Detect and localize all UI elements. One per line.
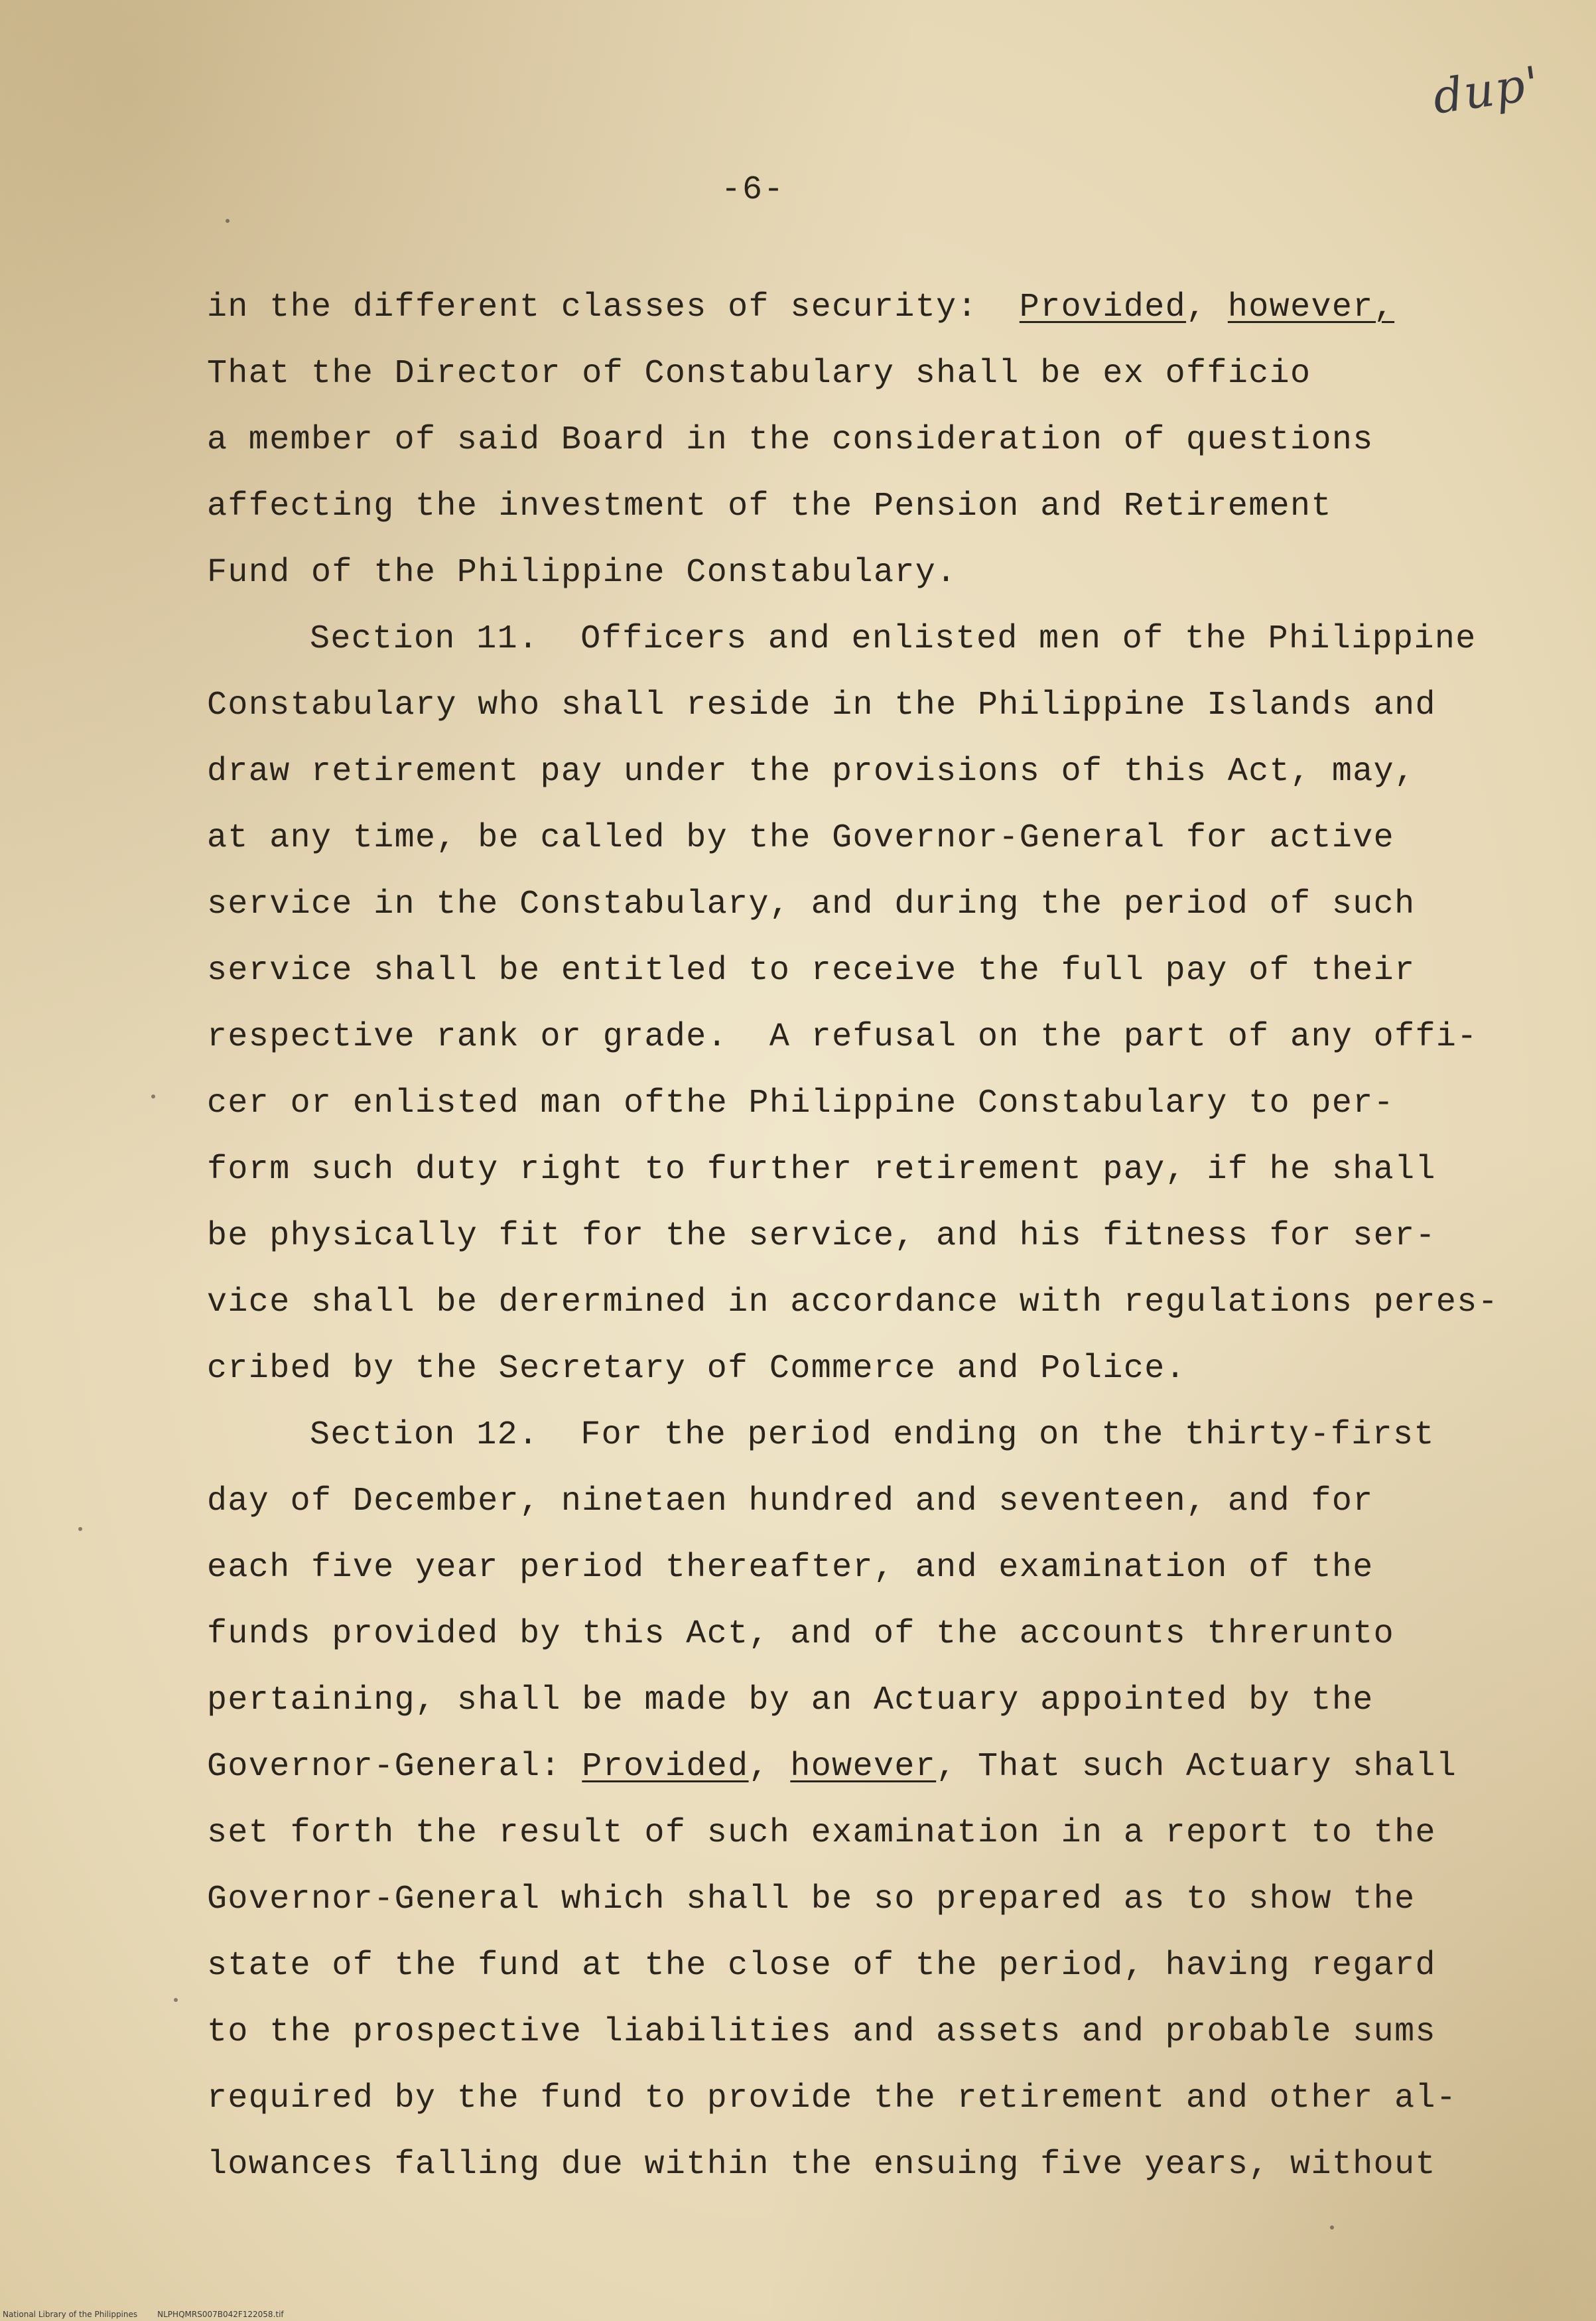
text-line: [207, 1611, 1520, 1677]
text-segment: , That such Actuary shall: [936, 1748, 1457, 1786]
text-segment: lowances falling due within the ensuing five years, without: [207, 2146, 1436, 2184]
text-line: [207, 549, 1520, 616]
text-segment: draw retirement pay under the provisions of this Act, may,: [207, 753, 1416, 791]
text-segment: Section 12. For the period ending on the thirty-first: [310, 1416, 1435, 1454]
paper-speck: [151, 1094, 155, 1098]
text-segment: Constabulary who shall reside in the Philippine Islands and: [207, 687, 1436, 724]
text-line: [207, 1942, 1520, 2009]
text-segment: That the Director of Constabulary shall be ex officio: [207, 355, 1311, 393]
text-line: [207, 1080, 1520, 1146]
text-segment: to the prospective liabilities and assets and probable sums: [207, 2013, 1436, 2051]
text-line: [207, 682, 1520, 748]
text-line: [207, 947, 1520, 1014]
text-segment: vice shall be derermined in accordance with regulations peres-: [207, 1284, 1499, 1321]
text-line: [207, 1743, 1520, 1810]
underlined-text: however,: [1227, 289, 1395, 326]
text-segment: required by the fund to provide the retirement and other al-: [207, 2080, 1457, 2117]
text-segment: Governor-General:: [207, 1748, 582, 1786]
underlined-text: however: [790, 1748, 937, 1786]
handwritten-annotation: dup': [1430, 56, 1544, 125]
footer-file-id: NLPHQMRS007B042F122058.tif: [157, 2310, 284, 2319]
text-segment: ,: [748, 1748, 791, 1786]
underlined-text: Provided: [1019, 289, 1187, 326]
text-segment: funds provided by this Act, and of the accounts threrunto: [207, 1615, 1395, 1653]
text-segment: cribed by the Secretary of Commerce and Police.: [207, 1350, 1187, 1388]
text-line: [207, 616, 1520, 682]
text-line: [207, 1146, 1520, 1213]
text-line: [207, 2009, 1520, 2075]
text-line: [207, 1544, 1520, 1611]
text-segment: Governor-General which shall be so prepared as to show the: [207, 1881, 1416, 1918]
text-line: [207, 881, 1520, 947]
text-line: [207, 1014, 1520, 1080]
text-segment: respective rank or grade. A refusal on the part of any offi-: [207, 1018, 1478, 1056]
text-segment: form such duty right to further retirement pay, if he shall: [207, 1151, 1436, 1189]
text-segment: each five year period thereafter, and examination of the: [207, 1549, 1374, 1587]
text-segment: day of December, ninetaen hundred and seventeen, and for: [207, 1483, 1374, 1520]
body-text: [207, 284, 1520, 2208]
text-line: [207, 350, 1520, 417]
text-line: [207, 1345, 1520, 1412]
text-segment: service in the Constabulary, and during the period of such: [207, 886, 1416, 923]
text-line: [207, 1810, 1520, 1876]
text-line: [207, 815, 1520, 881]
text-line: [207, 1478, 1520, 1544]
text-line: [207, 1677, 1520, 1743]
text-line: [207, 2141, 1520, 2208]
text-segment: in the different classes of security:: [207, 289, 1020, 326]
text-segment: service shall be entitled to receive the full pay of their: [207, 952, 1416, 990]
text-segment: ,: [1186, 289, 1228, 326]
paper-speck: [1330, 2225, 1334, 2229]
text-line: [207, 1412, 1520, 1478]
text-line: [207, 483, 1520, 549]
text-line: [207, 284, 1520, 350]
text-segment: set forth the result of such examination in a report to the: [207, 1814, 1436, 1852]
paper-speck: [78, 1527, 82, 1531]
text-line: [207, 748, 1520, 815]
text-segment: state of the fund at the close of the period, having regard: [207, 1947, 1436, 1985]
text-line: [207, 1213, 1520, 1279]
archive-footer: [3, 2310, 304, 2319]
text-line: [207, 417, 1520, 483]
text-segment: Fund of the Philippine Constabulary.: [207, 554, 957, 592]
page-number: -6-: [720, 171, 785, 209]
footer-library: National Library of the Philippines: [3, 2310, 138, 2319]
text-segment: cer or enlisted man ofthe Philippine Constabulary to per-: [207, 1085, 1395, 1122]
text-segment: a member of said Board in the consideration of questions: [207, 421, 1374, 459]
text-line: [207, 1279, 1520, 1345]
paper-speck: [226, 219, 230, 223]
paper-speck: [174, 1998, 178, 2002]
text-segment: pertaining, shall be made by an Actuary appointed by the: [207, 1682, 1374, 1719]
text-segment: be physically fit for the service, and his fitness for ser-: [207, 1217, 1436, 1255]
text-line: [207, 2075, 1520, 2141]
underlined-text: Provided: [582, 1748, 749, 1786]
text-line: [207, 1876, 1520, 1942]
text-segment: Section 11. Officers and enlisted men of the Philippine: [310, 620, 1477, 658]
text-segment: at any time, be called by the Governor-General for active: [207, 819, 1395, 857]
text-segment: affecting the investment of the Pension and Retirement: [207, 488, 1332, 525]
